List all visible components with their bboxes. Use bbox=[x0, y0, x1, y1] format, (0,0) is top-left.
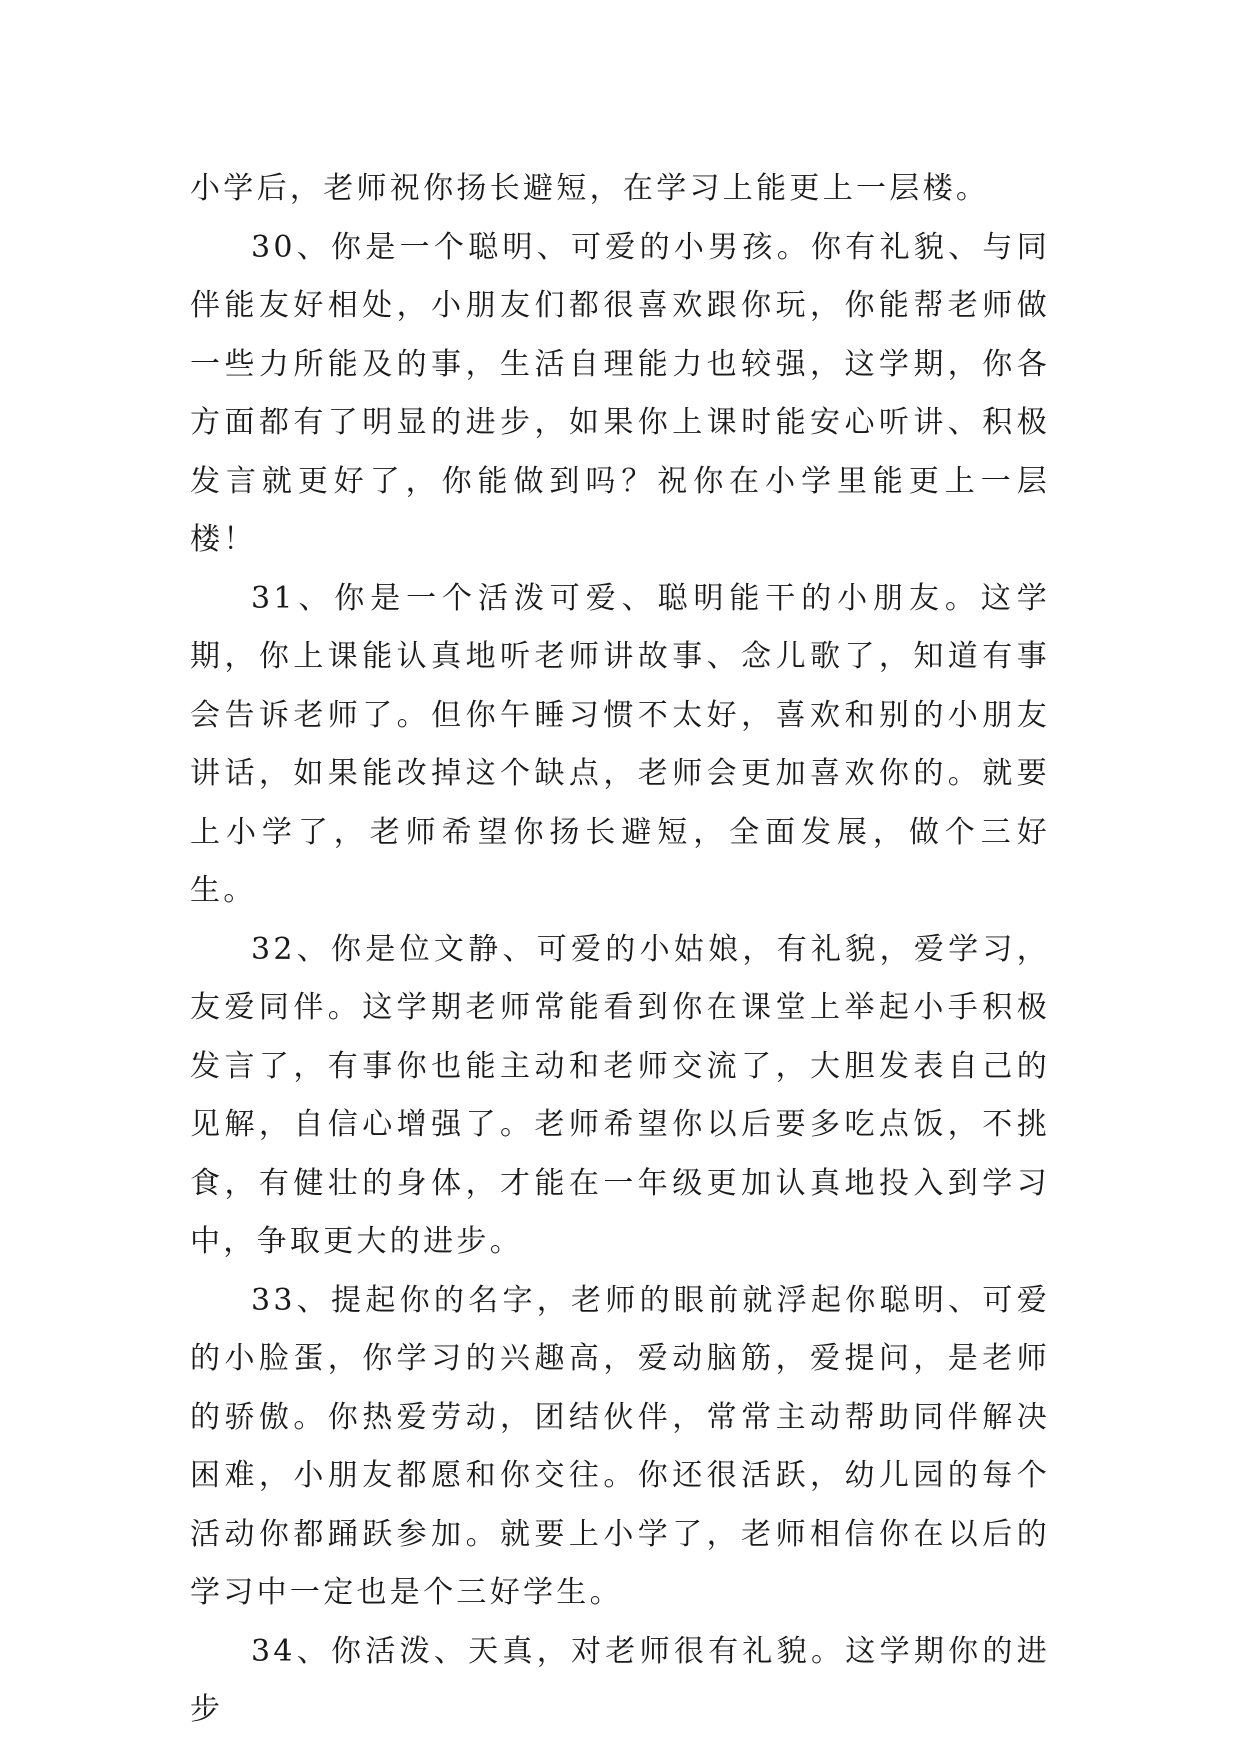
paragraph-32: 32、你是位文静、可爱的小姑娘，有礼貌，爱学习，友爱同伴。这学期老师常能看到你在课堂上举起小手积极发言了，有事你也能主动和老师交流了，大胆发表自己的见解，自信心增强了。老师希望你以后要多吃点饭，不挑食，有健壮的身体，才能在一年级更加认真地投入到学习中，争取更大的进步。 bbox=[190, 931, 1050, 1259]
paragraph-34: 34、你活泼、天真，对老师很有礼貌。这学期你的进步 bbox=[190, 1633, 1050, 1727]
document-body bbox=[190, 160, 1050, 1740]
paragraph-29-continued: 小学后，老师祝你扬长避短，在学习上能更上一层楼。 bbox=[190, 171, 990, 206]
paragraph-31: 31、你是一个活泼可爱、聪明能干的小朋友。这学期，你上课能认真地听老师讲故事、念儿歌了，知道有事会告诉老师了。但你午睡习惯不太好，喜欢和别的小朋友讲话，如果能改掉这个缺点，老师会更加喜欢你的。就要上小学了，老师希望你扬长避短，全面发展，做个三好生。 bbox=[190, 580, 1050, 908]
paragraph-30: 30、你是一个聪明、可爱的小男孩。你有礼貌、与同伴能友好相处，小朋友们都很喜欢跟你玩，你能帮老师做一些力所能及的事，生活自理能力也较强，这学期，你各方面都有了明显的进步，如果你上课时能安心听讲、积极发言就更好了，你能做到吗？祝你在小学里能更上一层楼！ bbox=[190, 229, 1050, 557]
paragraph-33: 33、提起你的名字，老师的眼前就浮起你聪明、可爱的小脸蛋，你学习的兴趣高，爱动脑筋，爱提问，是老师的骄傲。你热爱劳动，团结伙伴，常常主动帮助同伴解决困难，小朋友都愿和你交往。你还很活跃，幼儿园的每个活动你都踊跃参加。就要上小学了，老师相信你在以后的学习中一定也是个三好学生。 bbox=[190, 1282, 1050, 1610]
